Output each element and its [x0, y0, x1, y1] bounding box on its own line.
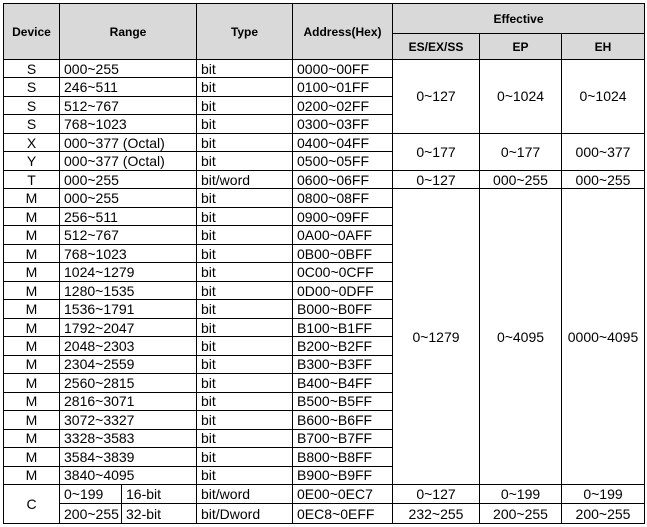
header-ep: EP	[480, 34, 562, 60]
range-cell: 2560~2815	[60, 374, 197, 392]
effective-eh-cell: 0000~4095	[562, 189, 645, 485]
bit-width-cell: 16-bit	[122, 485, 197, 504]
header-type: Type	[197, 4, 293, 60]
header-device: Device	[4, 4, 60, 60]
effective-es-cell: 0~1279	[393, 189, 480, 485]
effective-ep-cell: 200~255	[480, 504, 562, 524]
address-cell: 0B00~0BFF	[293, 244, 393, 262]
type-cell: bit/Dword	[197, 504, 293, 524]
device-cell: M	[4, 281, 60, 299]
effective-es-cell: 232~255	[393, 504, 480, 524]
type-cell: bit	[197, 96, 293, 114]
address-cell: B100~B1FF	[293, 318, 393, 336]
device-cell: T	[4, 170, 60, 188]
device-cell: Y	[4, 152, 60, 170]
range-cell: 2816~3071	[60, 392, 197, 410]
range-cell: 1280~1535	[60, 281, 197, 299]
header-range: Range	[60, 4, 197, 60]
range-cell: 3584~3839	[60, 448, 197, 466]
range-cell: 000~255	[60, 170, 197, 188]
range-cell: 256~511	[60, 207, 197, 225]
effective-ep-cell: 0~4095	[480, 189, 562, 485]
effective-eh-cell: 0~199	[562, 485, 645, 504]
address-cell: B600~B6FF	[293, 411, 393, 429]
type-cell: bit	[197, 133, 293, 151]
address-cell: 0500~05FF	[293, 152, 393, 170]
range-cell: 3072~3327	[60, 411, 197, 429]
device-cell: S	[4, 60, 60, 78]
address-cell: 0D00~0DFF	[293, 281, 393, 299]
device-cell: S	[4, 96, 60, 114]
device-address-table	[3, 3, 645, 524]
range-cell: 3840~4095	[60, 466, 197, 484]
address-cell: B800~B8FF	[293, 448, 393, 466]
effective-eh-cell: 000~255	[562, 170, 645, 188]
table-row	[4, 133, 645, 151]
type-cell: bit	[197, 392, 293, 410]
type-cell: bit	[197, 207, 293, 225]
type-cell: bit	[197, 300, 293, 318]
type-cell: bit	[197, 115, 293, 133]
device-cell: M	[4, 244, 60, 262]
effective-ep-cell: 0~177	[480, 133, 562, 170]
address-cell: 0900~09FF	[293, 207, 393, 225]
address-cell: 0C00~0CFF	[293, 263, 393, 281]
address-cell: 0A00~0AFF	[293, 226, 393, 244]
address-cell: B700~B7FF	[293, 429, 393, 447]
range-cell: 2304~2559	[60, 355, 197, 373]
effective-ep-cell: 0~199	[480, 485, 562, 504]
range-cell: 246~511	[60, 78, 197, 96]
table-row	[4, 170, 645, 188]
device-cell: S	[4, 78, 60, 96]
bit-width-cell: 32-bit	[122, 504, 197, 524]
range-cell: 000~255	[60, 189, 197, 207]
effective-ep-cell: 0~1024	[480, 60, 562, 134]
type-cell: bit	[197, 337, 293, 355]
device-cell: C	[4, 485, 60, 524]
device-cell: M	[4, 355, 60, 373]
address-cell: 0E00~0EC7	[293, 485, 393, 504]
type-cell: bit/word	[197, 485, 293, 504]
type-cell: bit	[197, 78, 293, 96]
address-cell: 0000~00FF	[293, 60, 393, 78]
header-eh: EH	[562, 34, 645, 60]
type-cell: bit	[197, 318, 293, 336]
type-cell: bit/word	[197, 170, 293, 188]
type-cell: bit	[197, 226, 293, 244]
type-cell: bit	[197, 189, 293, 207]
type-cell: bit	[197, 448, 293, 466]
address-cell: 0800~08FF	[293, 189, 393, 207]
address-cell: B000~B0FF	[293, 300, 393, 318]
device-cell: M	[4, 448, 60, 466]
table-row	[4, 60, 645, 78]
address-cell: 0400~04FF	[293, 133, 393, 151]
type-cell: bit	[197, 429, 293, 447]
type-cell: bit	[197, 244, 293, 262]
header-address: Address(Hex)	[293, 4, 393, 60]
range-cell: 1792~2047	[60, 318, 197, 336]
header-effective: Effective	[393, 4, 645, 34]
address-cell: 0600~06FF	[293, 170, 393, 188]
effective-es-cell: 0~127	[393, 485, 480, 504]
table-row	[4, 485, 645, 504]
range-cell: 1024~1279	[60, 263, 197, 281]
address-cell: B300~B3FF	[293, 355, 393, 373]
address-cell: 0100~01FF	[293, 78, 393, 96]
type-cell: bit	[197, 60, 293, 78]
type-cell: bit	[197, 411, 293, 429]
device-cell: M	[4, 392, 60, 410]
device-cell: M	[4, 466, 60, 484]
range-cell: 000~255	[60, 60, 197, 78]
range-cell: 512~767	[60, 226, 197, 244]
effective-eh-cell: 0~1024	[562, 60, 645, 134]
address-cell: B200~B2FF	[293, 337, 393, 355]
effective-es-cell: 0~127	[393, 60, 480, 134]
effective-eh-cell: 000~377	[562, 133, 645, 170]
range-cell: 3328~3583	[60, 429, 197, 447]
header-es-ex-ss: ES/EX/SS	[393, 34, 480, 60]
address-cell: 0EC8~0EFF	[293, 504, 393, 524]
effective-eh-cell: 200~255	[562, 504, 645, 524]
device-cell: M	[4, 226, 60, 244]
range-cell: 768~1023	[60, 244, 197, 262]
device-cell: M	[4, 300, 60, 318]
device-cell: M	[4, 189, 60, 207]
address-cell: B900~B9FF	[293, 466, 393, 484]
type-cell: bit	[197, 263, 293, 281]
device-cell: X	[4, 133, 60, 151]
device-cell: M	[4, 429, 60, 447]
table-row	[4, 189, 645, 207]
table-body	[4, 60, 645, 524]
effective-es-cell: 0~127	[393, 170, 480, 188]
address-cell: 0200~02FF	[293, 96, 393, 114]
range-cell: 0~199	[60, 485, 122, 504]
device-cell: M	[4, 411, 60, 429]
device-cell: M	[4, 207, 60, 225]
range-cell: 200~255	[60, 504, 122, 524]
device-cell: M	[4, 337, 60, 355]
range-cell: 2048~2303	[60, 337, 197, 355]
address-cell: B500~B5FF	[293, 392, 393, 410]
range-cell: 000~377 (Octal)	[60, 133, 197, 151]
type-cell: bit	[197, 374, 293, 392]
device-cell: M	[4, 263, 60, 281]
range-cell: 1536~1791	[60, 300, 197, 318]
device-cell: M	[4, 374, 60, 392]
effective-es-cell: 0~177	[393, 133, 480, 170]
device-cell: S	[4, 115, 60, 133]
type-cell: bit	[197, 466, 293, 484]
type-cell: bit	[197, 355, 293, 373]
range-cell: 000~377 (Octal)	[60, 152, 197, 170]
table-row	[4, 504, 645, 524]
address-cell: B400~B4FF	[293, 374, 393, 392]
type-cell: bit	[197, 152, 293, 170]
effective-ep-cell: 000~255	[480, 170, 562, 188]
device-cell: M	[4, 318, 60, 336]
range-cell: 512~767	[60, 96, 197, 114]
address-cell: 0300~03FF	[293, 115, 393, 133]
range-cell: 768~1023	[60, 115, 197, 133]
type-cell: bit	[197, 281, 293, 299]
